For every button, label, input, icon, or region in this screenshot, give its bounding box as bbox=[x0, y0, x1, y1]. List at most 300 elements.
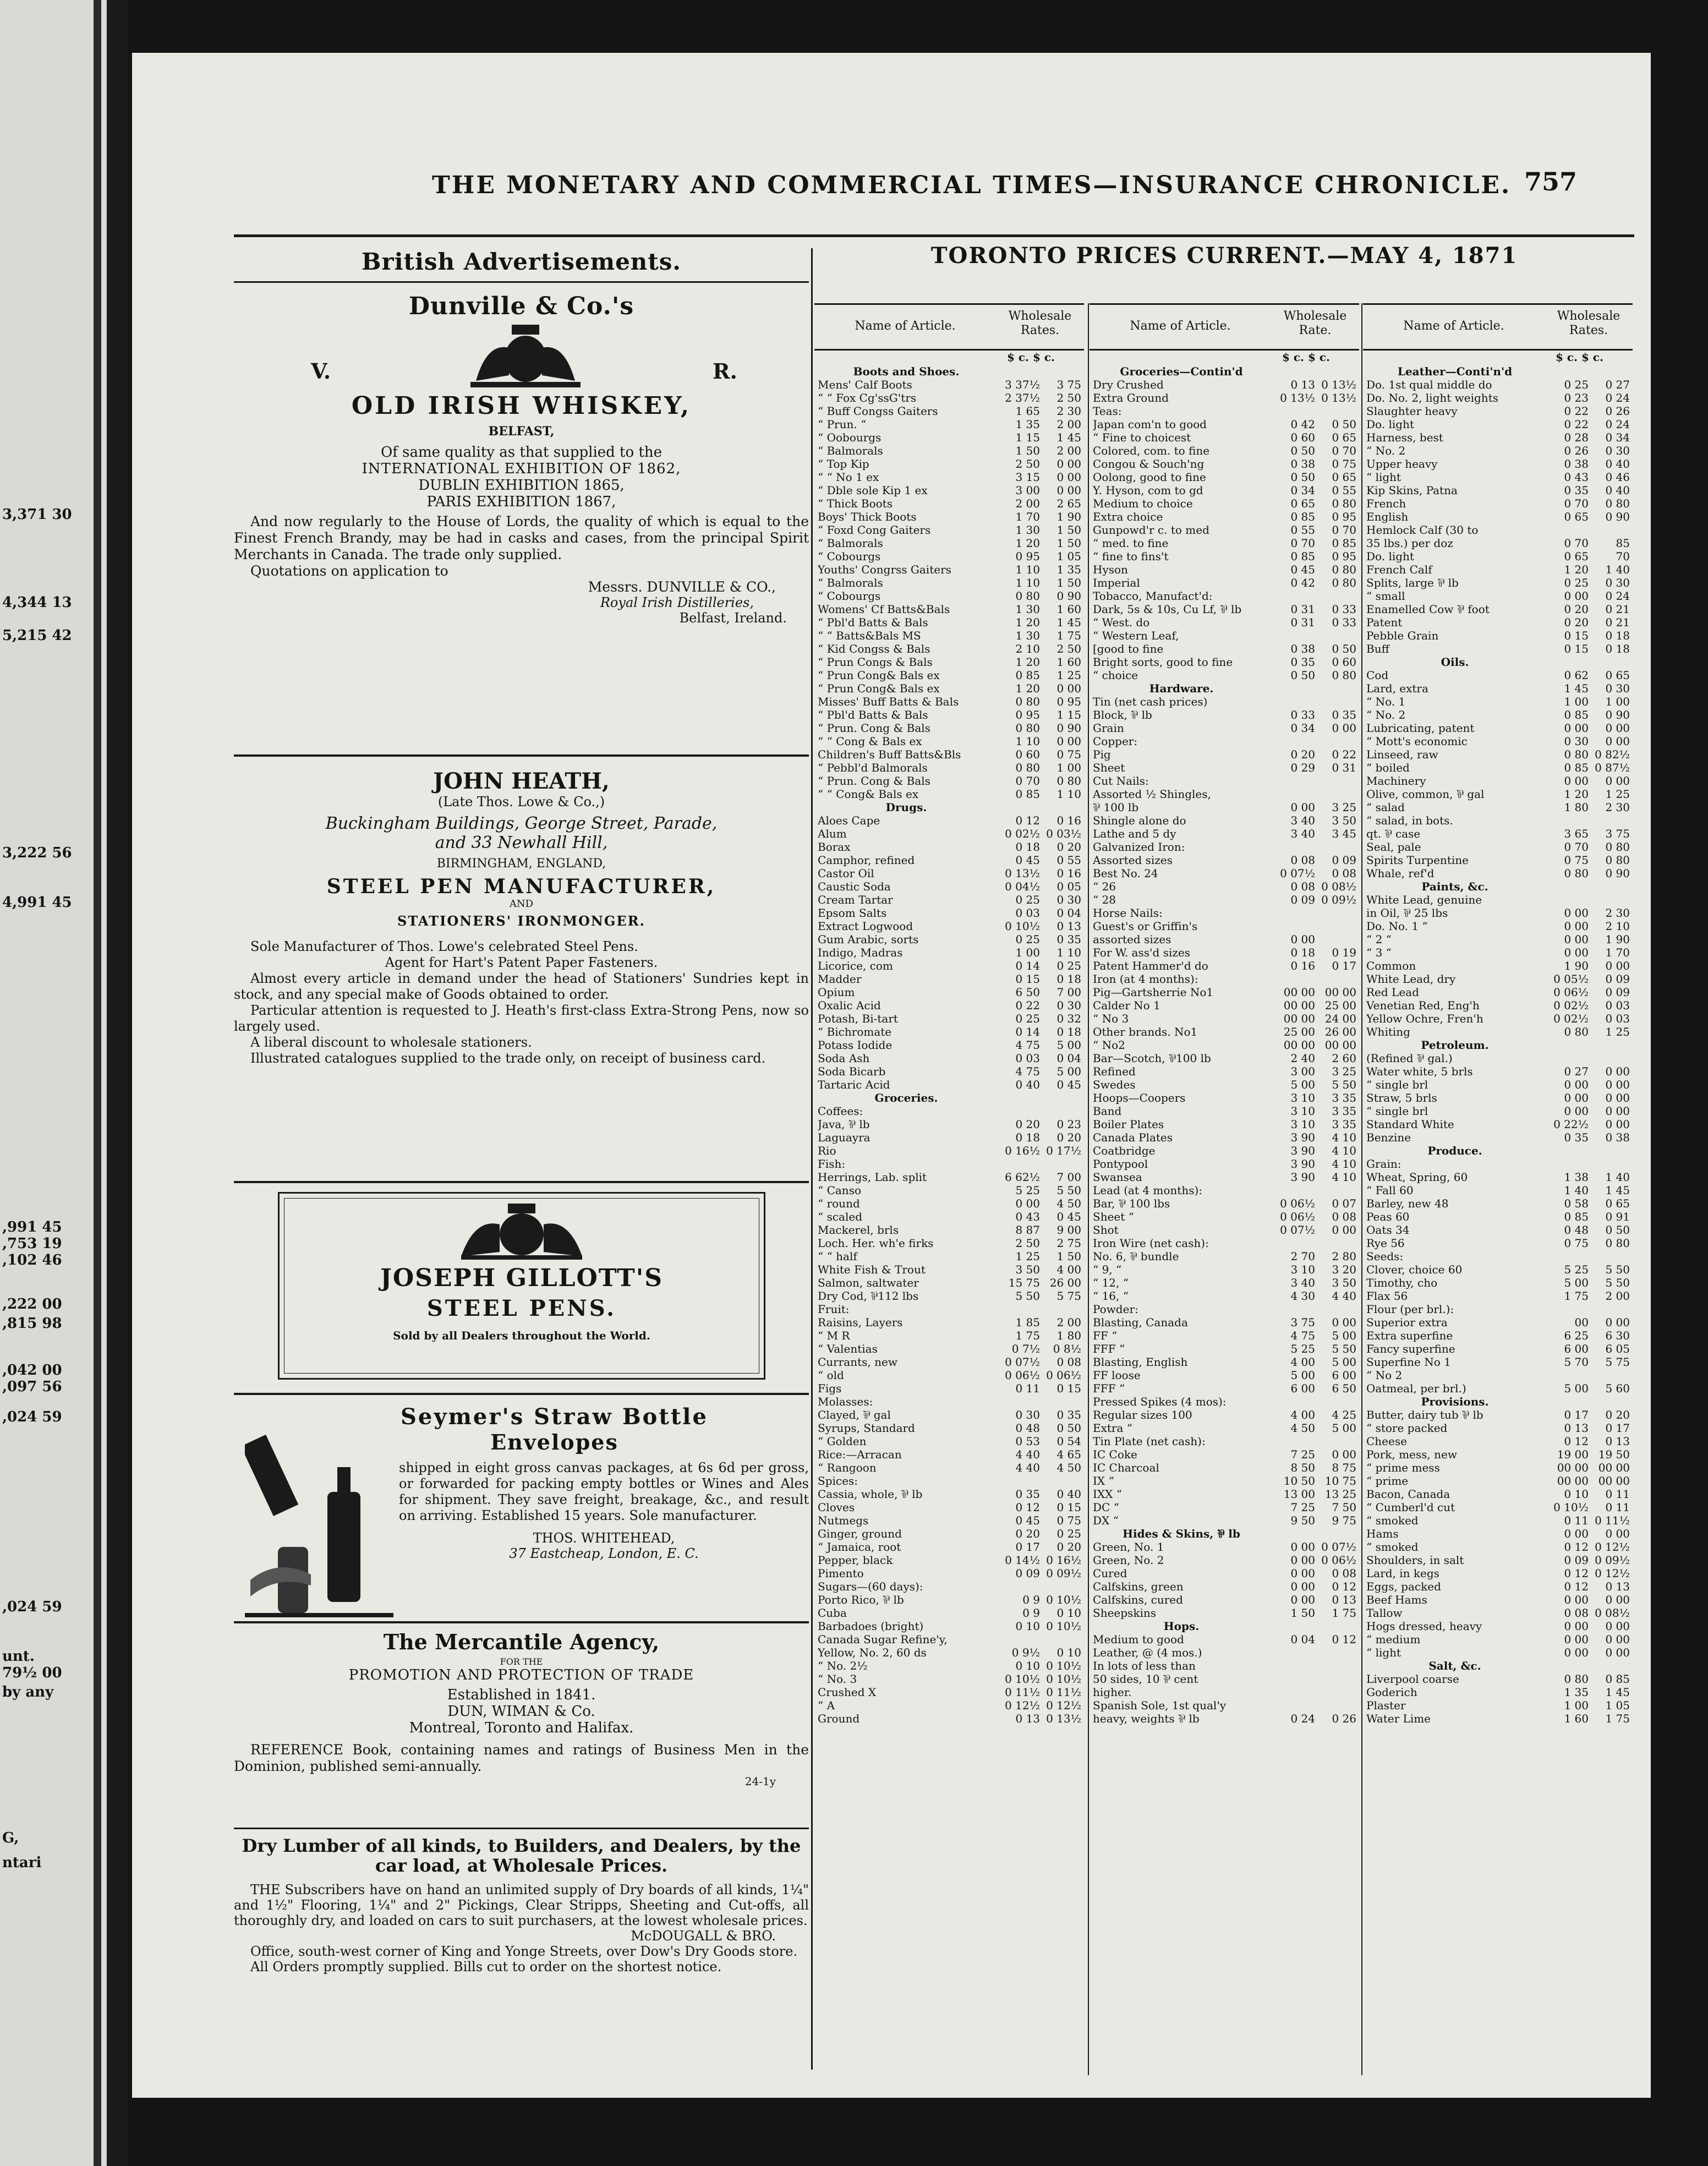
price-low: 0 75 bbox=[1564, 1237, 1589, 1250]
price-row bbox=[814, 787, 1084, 801]
price-low: 0 00 bbox=[1564, 1620, 1589, 1633]
price-low: 4 75 bbox=[1290, 1329, 1315, 1342]
price-low: 0 80 bbox=[1564, 748, 1589, 761]
price-high: 5 50 bbox=[1605, 1263, 1630, 1276]
article-name: “ Prun. Cong & Bals bbox=[818, 721, 930, 735]
price-row bbox=[1090, 867, 1359, 880]
article-name: Canada Plates bbox=[1093, 1131, 1173, 1144]
price-low: 0 07½ bbox=[1005, 1355, 1040, 1369]
price-high: 0 13 bbox=[1056, 920, 1081, 933]
price-row bbox=[1363, 1052, 1633, 1065]
price-section-heading bbox=[1363, 1395, 1633, 1408]
price-low: 0 13½ bbox=[1280, 391, 1315, 404]
price-high: 0 09 bbox=[1605, 972, 1630, 986]
article-name: Oxalic Acid bbox=[818, 999, 881, 1012]
price-row bbox=[1363, 774, 1633, 787]
article-name: Refined bbox=[1093, 1065, 1136, 1078]
price-row bbox=[814, 1250, 1084, 1263]
price-high: 10 75 bbox=[1324, 1474, 1356, 1487]
price-row bbox=[814, 893, 1084, 906]
price-row bbox=[1363, 1421, 1633, 1435]
price-low: 0 85 bbox=[1564, 708, 1589, 721]
article-name: Dry Crushed bbox=[1093, 378, 1164, 391]
price-row bbox=[1363, 629, 1633, 642]
price-row bbox=[814, 1104, 1084, 1118]
price-high: 1 50 bbox=[1056, 576, 1081, 589]
price-high: 0 30 bbox=[1056, 999, 1081, 1012]
article-name: Blasting, Canada bbox=[1093, 1316, 1188, 1329]
article-name: “ Thick Boots bbox=[818, 497, 893, 510]
article-name: Lead (at 4 months): bbox=[1093, 1184, 1203, 1197]
price-high: 0 70 bbox=[1332, 523, 1356, 537]
seymer-advert: Seymer's Straw Bottle Envelopes shipped in eight gross canvas packages, at 6s 6d per gross, or forwarded for packing empty bottles or Wines and Ales for shipment. They save freight, breakage, &c., and result on arriving. Established 15 years. Sole manufacturer. THOS. WHITEHEAD, 37 Eastcheap, London, E. C. bbox=[234, 1404, 809, 1561]
price-row bbox=[1090, 1487, 1359, 1501]
price-low: 4 75 bbox=[1015, 1038, 1040, 1052]
price-high: 0 80 bbox=[1332, 563, 1356, 576]
price-high: 0 04 bbox=[1056, 906, 1081, 920]
price-row bbox=[1363, 1501, 1633, 1514]
price-row bbox=[1363, 748, 1633, 761]
price-row bbox=[1363, 1554, 1633, 1567]
article-name: Hyson bbox=[1093, 563, 1128, 576]
price-row bbox=[814, 854, 1084, 867]
section-title: Groceries. bbox=[874, 1091, 938, 1104]
price-low: 1 50 bbox=[1015, 444, 1040, 457]
price-row bbox=[1363, 537, 1633, 550]
article-name: Medium to choice bbox=[1093, 497, 1193, 510]
article-name: Grain bbox=[1093, 721, 1124, 735]
article-name: “ Fall 60 bbox=[1366, 1184, 1414, 1197]
article-name: “ Prun Cong& Bals ex bbox=[818, 669, 940, 682]
price-low: 1 10 bbox=[1015, 735, 1040, 748]
price-low: 0 10 bbox=[1015, 1620, 1040, 1633]
article-name: Bacon, Canada bbox=[1366, 1487, 1450, 1501]
price-row bbox=[1363, 1527, 1633, 1540]
price-low: 0 10½ bbox=[1553, 1501, 1589, 1514]
price-row bbox=[1363, 761, 1633, 774]
article-name: Whiting bbox=[1366, 1025, 1410, 1038]
price-high: 0 34 bbox=[1605, 431, 1630, 444]
price-low: 0 80 bbox=[1564, 867, 1589, 880]
price-high: 0 00 bbox=[1056, 471, 1081, 484]
price-row bbox=[814, 682, 1084, 695]
price-row bbox=[1090, 748, 1359, 761]
price-low: 0 42 bbox=[1290, 418, 1315, 431]
price-row bbox=[814, 603, 1084, 616]
price-row bbox=[814, 550, 1084, 563]
price-high: 0 08½ bbox=[1595, 1606, 1630, 1620]
price-low: 0 11 bbox=[1564, 1514, 1589, 1527]
price-row bbox=[1363, 1593, 1633, 1606]
article-name: Horse Nails: bbox=[1093, 906, 1163, 920]
article-name: Cut Nails: bbox=[1093, 774, 1149, 787]
article-name: Water Lime bbox=[1366, 1712, 1431, 1725]
price-row bbox=[1363, 840, 1633, 854]
price-high: 1 45 bbox=[1605, 1686, 1630, 1699]
price-row bbox=[1090, 840, 1359, 854]
price-row bbox=[1363, 1170, 1633, 1184]
price-low: 2 50 bbox=[1015, 457, 1040, 471]
price-low: 00 00 bbox=[1557, 1474, 1589, 1487]
price-row bbox=[1363, 563, 1633, 576]
price-low: 1 85 bbox=[1015, 1316, 1040, 1329]
price-high: 0 06½ bbox=[1046, 1369, 1081, 1382]
price-low: 1 25 bbox=[1015, 1250, 1040, 1263]
price-high: 0 10½ bbox=[1046, 1672, 1081, 1686]
price-low: 1 75 bbox=[1015, 1329, 1040, 1342]
prev-page-fragment: 4,344 13 bbox=[2, 594, 72, 611]
price-row bbox=[1090, 1554, 1359, 1567]
article-name: “ smoked bbox=[1366, 1540, 1419, 1554]
price-low: 1 80 bbox=[1564, 801, 1589, 814]
price-high: 0 00 bbox=[1056, 735, 1081, 748]
price-high: 0 80 bbox=[1605, 840, 1630, 854]
col-rate-header: Wholesale Rate. bbox=[1283, 309, 1347, 337]
price-high: 0 80 bbox=[1332, 497, 1356, 510]
article-name: Liverpool coarse bbox=[1366, 1672, 1459, 1686]
article-name: Womens' Cf Batts&Bals bbox=[818, 603, 950, 616]
article-name: Assorted ½ Shingles, bbox=[1093, 787, 1211, 801]
price-high: 0 65 bbox=[1332, 431, 1356, 444]
article-name: Buff bbox=[1366, 642, 1389, 655]
article-name: “ store packed bbox=[1366, 1421, 1448, 1435]
price-row bbox=[814, 484, 1084, 497]
price-section-heading bbox=[1363, 655, 1633, 669]
article-name: Fruit: bbox=[818, 1303, 850, 1316]
article-name: Spanish Sole, 1st qual'y bbox=[1093, 1699, 1227, 1712]
price-high: 0 00 bbox=[1605, 1593, 1630, 1606]
price-row bbox=[1363, 959, 1633, 972]
price-low: 1 10 bbox=[1015, 563, 1040, 576]
price-row bbox=[1090, 1131, 1359, 1144]
article-name: Iron (at 4 months): bbox=[1093, 972, 1198, 986]
article-name: Pressed Spikes (4 mos): bbox=[1093, 1395, 1227, 1408]
price-high: 26 00 bbox=[1049, 1276, 1081, 1289]
price-row bbox=[814, 1237, 1084, 1250]
prev-page-fragment: 3,371 30 bbox=[2, 506, 72, 523]
price-high: 0 17½ bbox=[1046, 1144, 1081, 1157]
price-low: 0 23 bbox=[1564, 391, 1589, 404]
price-low: 5 00 bbox=[1564, 1276, 1589, 1289]
price-high: 5 50 bbox=[1332, 1342, 1356, 1355]
price-row bbox=[1090, 906, 1359, 920]
article-name: Pepper, black bbox=[818, 1554, 893, 1567]
price-high: 0 00 bbox=[1605, 1118, 1630, 1131]
price-row bbox=[814, 1448, 1084, 1461]
price-high: 1 15 bbox=[1056, 708, 1081, 721]
price-row bbox=[1090, 1289, 1359, 1303]
price-high: 0 80 bbox=[1605, 497, 1630, 510]
article-name: Splits, large ⅌ lb bbox=[1366, 576, 1459, 589]
price-high: 0 46 bbox=[1605, 471, 1630, 484]
price-high: 0 13 bbox=[1605, 1580, 1630, 1593]
price-row bbox=[1090, 1448, 1359, 1461]
price-row bbox=[1090, 1355, 1359, 1369]
price-row bbox=[1363, 1699, 1633, 1712]
price-low: 3 37½ bbox=[1005, 378, 1040, 391]
price-row bbox=[1090, 1276, 1359, 1289]
price-low: 0 20 bbox=[1564, 603, 1589, 616]
price-row bbox=[1090, 920, 1359, 933]
price-high: 5 75 bbox=[1056, 1289, 1081, 1303]
price-high: 0 24 bbox=[1605, 589, 1630, 603]
price-row bbox=[1090, 1474, 1359, 1487]
price-low: 0 65 bbox=[1564, 550, 1589, 563]
price-row bbox=[1090, 1408, 1359, 1421]
price-high: 4 10 bbox=[1332, 1131, 1356, 1144]
article-name: Medium to good bbox=[1093, 1633, 1184, 1646]
price-low: 6 62½ bbox=[1005, 1170, 1040, 1184]
price-low: 1 60 bbox=[1564, 1712, 1589, 1725]
price-low: 3 10 bbox=[1290, 1104, 1315, 1118]
article-name: “ prime mess bbox=[1366, 1461, 1440, 1474]
price-row bbox=[1363, 1580, 1633, 1593]
article-name: Tin Plate (net cash): bbox=[1093, 1435, 1206, 1448]
price-low: 6 00 bbox=[1290, 1382, 1315, 1395]
price-row bbox=[1363, 972, 1633, 986]
price-row bbox=[1090, 1197, 1359, 1210]
price-row bbox=[1090, 1078, 1359, 1091]
price-row bbox=[1363, 391, 1633, 404]
price-high: 0 16 bbox=[1056, 867, 1081, 880]
price-row bbox=[1090, 761, 1359, 774]
price-high: 1 90 bbox=[1056, 510, 1081, 523]
price-high: 1 10 bbox=[1056, 787, 1081, 801]
price-row bbox=[814, 431, 1084, 444]
article-name: “ Buff Congss Gaiters bbox=[818, 404, 938, 418]
article-name: Japan com'n to good bbox=[1093, 418, 1207, 431]
article-name: Mackerel, brls bbox=[818, 1223, 899, 1237]
price-section-heading bbox=[1363, 1659, 1633, 1672]
price-low: 5 25 bbox=[1564, 1263, 1589, 1276]
price-low: 0 09 bbox=[1290, 893, 1315, 906]
article-name: “ round bbox=[818, 1197, 860, 1210]
price-row bbox=[814, 1144, 1084, 1157]
article-name: “ Mott's economic bbox=[1366, 735, 1468, 748]
price-high: 7 00 bbox=[1056, 1170, 1081, 1184]
price-row bbox=[1090, 880, 1359, 893]
col-rate-header: Wholesale Rates. bbox=[1008, 309, 1072, 337]
article-name: Venetian Red, Eng'h bbox=[1366, 999, 1480, 1012]
price-row bbox=[814, 1672, 1084, 1686]
price-row bbox=[1363, 1012, 1633, 1025]
price-high: 4 10 bbox=[1332, 1170, 1356, 1184]
price-low: 0 53 bbox=[1015, 1435, 1040, 1448]
price-row bbox=[1363, 457, 1633, 471]
price-low: 0 50 bbox=[1290, 669, 1315, 682]
price-high: 0 60 bbox=[1332, 655, 1356, 669]
price-high: 9 00 bbox=[1056, 1223, 1081, 1237]
article-name: Block, ⅌ lb bbox=[1093, 708, 1152, 721]
article-name: Imperial bbox=[1093, 576, 1140, 589]
article-name: Assorted sizes bbox=[1093, 854, 1173, 867]
article-name: Gunpowd'r c. to med bbox=[1093, 523, 1209, 537]
bottle-illustration-icon bbox=[245, 1415, 399, 1624]
article-name: Lard, extra bbox=[1366, 682, 1428, 695]
price-high: 0 00 bbox=[1605, 735, 1630, 748]
price-row bbox=[1090, 378, 1359, 391]
price-low: 0 38 bbox=[1564, 457, 1589, 471]
article-name: “ Rangoon bbox=[818, 1461, 877, 1474]
price-low: 0 65 bbox=[1290, 497, 1315, 510]
article-name: Other brands. No1 bbox=[1093, 1025, 1198, 1038]
price-high: 0 10 bbox=[1056, 1646, 1081, 1659]
price-row bbox=[1363, 1263, 1633, 1276]
price-low: 0 26 bbox=[1564, 444, 1589, 457]
prev-page-fragment: ,222 00 bbox=[2, 1296, 62, 1312]
article-name: Cream Tartar bbox=[818, 893, 893, 906]
price-row bbox=[1090, 1395, 1359, 1408]
price-section-heading bbox=[1363, 1038, 1633, 1052]
article-name: Shot bbox=[1093, 1223, 1119, 1237]
price-high: 0 18 bbox=[1056, 1025, 1081, 1038]
price-low: 0 50 bbox=[1290, 444, 1315, 457]
price-row bbox=[1090, 1329, 1359, 1342]
price-row bbox=[814, 629, 1084, 642]
section-title: Leather—Conti'n'd bbox=[1397, 365, 1513, 378]
price-high: 0 75 bbox=[1056, 1514, 1081, 1527]
price-high: 0 11½ bbox=[1046, 1686, 1081, 1699]
price-high: 0 08 bbox=[1056, 1355, 1081, 1369]
price-low: 6 50 bbox=[1015, 986, 1040, 999]
price-low: 1 35 bbox=[1564, 1686, 1589, 1699]
price-row bbox=[1090, 576, 1359, 589]
price-low: 4 50 bbox=[1290, 1421, 1315, 1435]
price-row bbox=[814, 999, 1084, 1012]
price-high: 25 00 bbox=[1324, 999, 1356, 1012]
price-high: 0 18 bbox=[1605, 642, 1630, 655]
article-name: Timothy, cho bbox=[1366, 1276, 1438, 1289]
dunville-name: Dunville & Co.'s bbox=[408, 292, 634, 320]
price-high: 3 50 bbox=[1332, 1276, 1356, 1289]
price-low: 0 20 bbox=[1290, 748, 1315, 761]
article-name: Extra choice bbox=[1093, 510, 1163, 523]
price-low: 1 35 bbox=[1015, 418, 1040, 431]
article-name: Tartaric Acid bbox=[818, 1078, 890, 1091]
article-name: No. 6, ⅌ bundle bbox=[1093, 1250, 1179, 1263]
price-high: 00 00 bbox=[1598, 1474, 1630, 1487]
article-name: Raisins, Layers bbox=[818, 1316, 903, 1329]
column-divider bbox=[811, 248, 813, 2070]
price-high: 0 20 bbox=[1605, 1408, 1630, 1421]
price-high: 0 65 bbox=[1605, 669, 1630, 682]
article-name: Wheat, Spring, 60 bbox=[1366, 1170, 1468, 1184]
price-row bbox=[1090, 801, 1359, 814]
article-name: Oolong, good to fine bbox=[1093, 471, 1206, 484]
price-low: 0 10 bbox=[1564, 1487, 1589, 1501]
article-name: “ Kid Congss & Bals bbox=[818, 642, 930, 655]
price-low: 0 80 bbox=[1015, 695, 1040, 708]
price-row bbox=[814, 880, 1084, 893]
price-low: 0 45 bbox=[1015, 854, 1040, 867]
article-name: “ 9, “ bbox=[1093, 1263, 1122, 1276]
price-low: 0 04 bbox=[1290, 1633, 1315, 1646]
price-low: 0 00 bbox=[1564, 906, 1589, 920]
price-high: 0 95 bbox=[1056, 695, 1081, 708]
article-name: Dry Cod, ⅌112 lbs bbox=[818, 1289, 919, 1303]
price-high: 0 55 bbox=[1332, 484, 1356, 497]
article-name: Spirits Turpentine bbox=[1366, 854, 1469, 867]
price-row bbox=[1090, 444, 1359, 457]
price-low: 0 40 bbox=[1015, 1078, 1040, 1091]
price-row bbox=[1363, 867, 1633, 880]
price-row bbox=[1363, 1633, 1633, 1646]
price-low: 0 06½ bbox=[1005, 1369, 1040, 1382]
price-row bbox=[814, 1554, 1084, 1567]
article-name: Sheepskins bbox=[1093, 1606, 1156, 1620]
price-low: 5 50 bbox=[1015, 1289, 1040, 1303]
price-row bbox=[1363, 1474, 1633, 1487]
price-high: 5 50 bbox=[1605, 1276, 1630, 1289]
article-name: Pig bbox=[1093, 748, 1111, 761]
article-name: Ginger, ground bbox=[818, 1527, 902, 1540]
price-high: 0 00 bbox=[1605, 1646, 1630, 1659]
price-low: 00 00 bbox=[1283, 999, 1315, 1012]
price-section-heading bbox=[1363, 365, 1633, 378]
price-high: 0 00 bbox=[1605, 1078, 1630, 1091]
price-low: 3 00 bbox=[1015, 484, 1040, 497]
price-low: 3 40 bbox=[1290, 814, 1315, 827]
price-high: 0 45 bbox=[1056, 1078, 1081, 1091]
article-name: White Lead, genuine bbox=[1366, 893, 1482, 906]
price-high: 0 10 bbox=[1056, 1606, 1081, 1620]
section-title: Drugs. bbox=[885, 801, 927, 814]
price-high: 0 80 bbox=[1605, 1237, 1630, 1250]
article-name: [good to fine bbox=[1093, 642, 1164, 655]
price-low: 0 9½ bbox=[1011, 1646, 1040, 1659]
price-row bbox=[1090, 1052, 1359, 1065]
price-row bbox=[814, 1606, 1084, 1620]
price-low: 3 15 bbox=[1015, 471, 1040, 484]
article-name: Fancy superfine bbox=[1366, 1342, 1455, 1355]
price-high: 0 27 bbox=[1605, 378, 1630, 391]
article-name: Slaughter heavy bbox=[1366, 404, 1458, 418]
section-title: Paints, &c. bbox=[1421, 880, 1488, 893]
article-name: Oatmeal, per brl.) bbox=[1366, 1382, 1466, 1395]
price-row bbox=[1090, 589, 1359, 603]
price-high: 0 38 bbox=[1605, 1131, 1630, 1144]
price-low: 10 50 bbox=[1283, 1474, 1315, 1487]
price-high: 19 50 bbox=[1598, 1448, 1630, 1461]
col-name-header: Name of Article. bbox=[1403, 319, 1504, 333]
price-low: 0 00 bbox=[1564, 589, 1589, 603]
price-row bbox=[814, 510, 1084, 523]
price-high: 0 00 bbox=[1605, 1104, 1630, 1118]
price-high: 5 00 bbox=[1332, 1355, 1356, 1369]
article-name: Dark, 5s & 10s, Cu Lf, ⅌ lb bbox=[1093, 603, 1242, 616]
price-row bbox=[1090, 1567, 1359, 1580]
price-low: 25 00 bbox=[1283, 1025, 1315, 1038]
article-name: Cuba bbox=[818, 1606, 847, 1620]
price-column-header bbox=[1090, 303, 1359, 351]
article-name: Potash, Bi-tart bbox=[818, 1012, 898, 1025]
article-name: Madder bbox=[818, 972, 862, 986]
price-row bbox=[814, 1567, 1084, 1580]
price-low: 0 00 bbox=[1564, 721, 1589, 735]
price-low: 0 00 bbox=[1564, 1078, 1589, 1091]
price-high: 3 25 bbox=[1332, 1065, 1356, 1078]
price-section-heading bbox=[814, 801, 1084, 814]
price-row bbox=[1363, 1184, 1633, 1197]
article-name: “ Cobourgs bbox=[818, 589, 881, 603]
price-low: 1 20 bbox=[1015, 537, 1040, 550]
price-section-heading bbox=[814, 1091, 1084, 1104]
section-title: Groceries—Contin'd bbox=[1120, 365, 1243, 378]
price-high: 2 30 bbox=[1605, 801, 1630, 814]
price-high: 0 16½ bbox=[1046, 1554, 1081, 1567]
price-high: 0 12½ bbox=[1595, 1540, 1630, 1554]
price-low: 0 38 bbox=[1290, 642, 1315, 655]
